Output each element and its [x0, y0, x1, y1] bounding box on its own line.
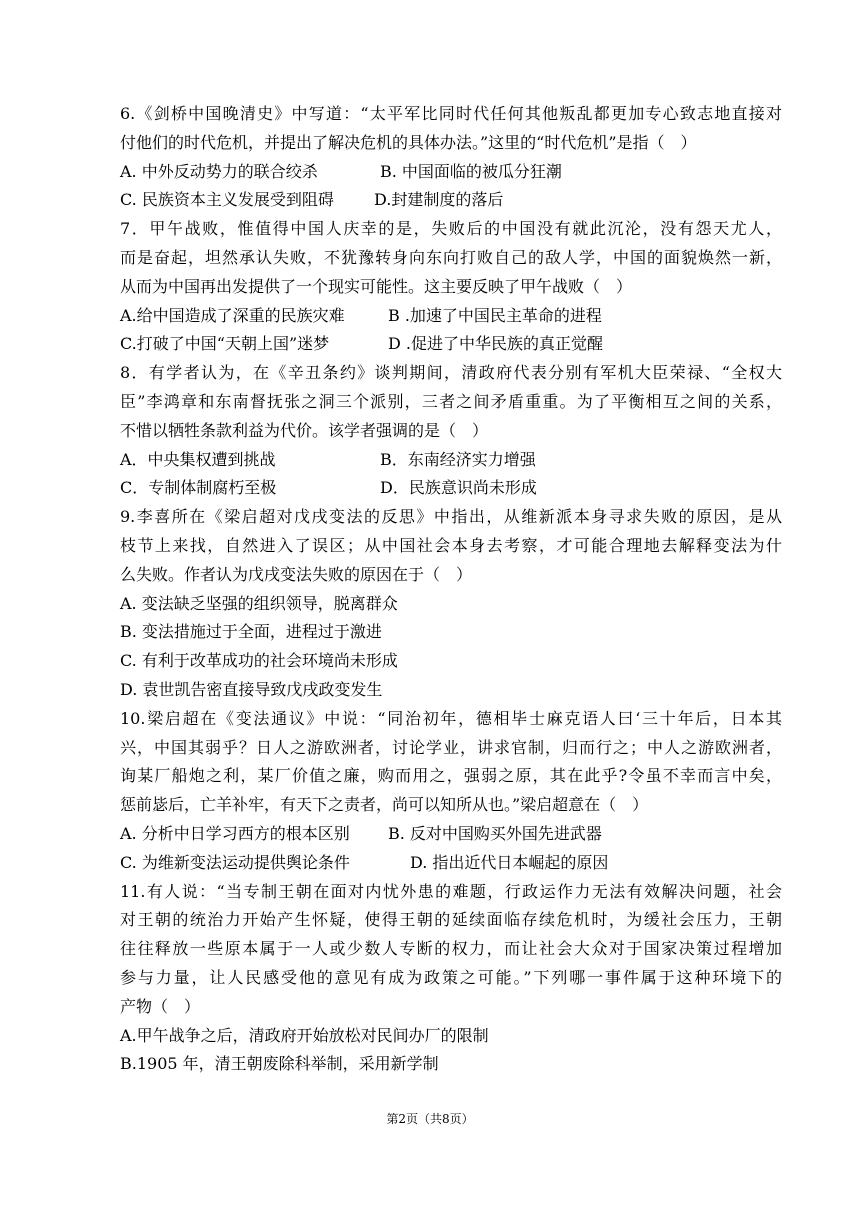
question-11	[120, 878, 782, 1080]
question-text-line: 兴，中国其弱乎？日人之游欧洲者，讨论学业，讲求官制，归而行之；中人之游欧洲者，	[120, 737, 782, 757]
option-d: D. 袁世凯告密直接导致戊戌政变发生	[120, 679, 383, 699]
question-6	[120, 100, 782, 215]
option-row	[120, 849, 782, 878]
option-c: C. 民族资本主义发展受到阻碍	[120, 190, 334, 210]
option-b: B .加速了中国民主革命的进程	[388, 305, 602, 325]
option-row	[120, 474, 782, 503]
question-text-line: 产物（ ）	[120, 996, 201, 1016]
question-text-line: 询某厂船炮之利，某厂价值之廉，购而用之，强弱之原，其在此乎?令虽不幸而言中矣，	[120, 766, 782, 786]
question-10	[120, 705, 782, 878]
option-b: B．东南经济实力增强	[380, 449, 536, 469]
question-text-line: 11.有人说：“当专制王朝在面对内忧外患的难题，行政运作力无法有效解决问题，社会	[120, 881, 782, 901]
option-row	[120, 330, 782, 359]
option-d: D．民族意识尚未形成	[380, 478, 537, 498]
option-b: B. 反对中国购买外国先进武器	[388, 823, 602, 843]
question-text-line: 9.李喜所在《梁启超对戊戌变法的反思》中指出，从维新派本身寻求失败的原因，是从	[120, 507, 782, 527]
option-c: C.打破了中国“天朝上国”迷梦	[120, 334, 330, 354]
question-text-line: 8．有学者认为，在《辛丑条约》谈判期间，清政府代表分别有军机大臣荣禄、“全权大	[120, 363, 782, 383]
option-a: A.给中国造成了深重的民族灾难	[120, 305, 345, 325]
question-7	[120, 215, 782, 359]
option-c: C. 为维新变法运动提供舆论条件	[120, 852, 350, 872]
option-c: C．专制体制腐朽至极	[120, 478, 277, 498]
question-text-line: 枝节上来找，自然进入了误区；从中国社会本身去考察，才可能合理地去解释变法为什	[120, 535, 782, 555]
question-text-line: 对王朝的统治力开始产生怀疑，使得王朝的延续面临存续危机时，为缓社会压力，王朝	[120, 910, 782, 930]
question-text-line: 参与力量，让人民感受他的意见有成为政策之可能。”下列哪一事件属于这种环境下的	[120, 967, 782, 987]
option-b: B.1905 年，清王朝废除科举制，采用新学制	[120, 1054, 439, 1074]
page-number: 第2页（共8页）	[386, 1112, 474, 1126]
question-text-line: 7．甲午战败，惟值得中国人庆幸的是，失败后的中国没有就此沉沦，没有怨天尤人，	[120, 219, 782, 239]
option-b: B. 变法措施过于全面，进程过于激进	[120, 622, 382, 642]
question-text-line: 10.梁启超在《变法通议》中说：“同治初年，德相毕士麻克语人曰‘三十年后，日本其	[120, 708, 782, 728]
option-c: C. 有利于改革成功的社会环境尚未形成	[120, 651, 398, 671]
option-row	[120, 302, 782, 331]
option-row	[120, 158, 782, 187]
question-text-line: 么失败。作者认为戊戌变法失败的原因在于（ ）	[120, 564, 473, 584]
question-text-line: 付他们的时代危机，并提出了解决危机的具体办法。”这里的“时代危机”是指（ ）	[120, 132, 697, 152]
option-a: A. 分析中日学习西方的根本区别	[120, 823, 350, 843]
option-a: A. 变法缺乏坚强的组织领导，脱离群众	[120, 593, 398, 613]
option-row	[120, 186, 782, 215]
question-8	[120, 359, 782, 503]
page-footer	[0, 1110, 860, 1127]
question-text-line: 而是奋起，坦然承认失败，不犹豫转身向东向打败自己的敌人学，中国的面貌焕然一新，	[120, 247, 782, 267]
question-text-line: 6.《剑桥中国晚清史》中写道：“太平军比同时代任何其他叛乱都更加专心致志地直接对	[120, 104, 782, 123]
question-text-line: 臣”李鸿章和东南督抚张之洞三个派别，三者之间矛盾重重。为了平衡相互之间的关系，	[120, 391, 782, 411]
option-d: D .促进了中华民族的真正觉醒	[388, 334, 604, 354]
option-a: A.甲午战争之后，清政府开始放松对民间办厂的限制	[120, 1025, 489, 1045]
option-d: D.封建制度的落后	[374, 190, 504, 210]
option-d: D. 指出近代日本崛起的原因	[410, 852, 609, 872]
exam-page-content	[120, 100, 782, 1079]
option-row	[120, 446, 782, 475]
option-a: A. 中外反动势力的联合绞杀	[120, 161, 318, 181]
question-9	[120, 503, 782, 705]
question-text-line: 不惜以牺牲条款利益为代价。该学者强调的是（ ）	[120, 420, 489, 440]
question-text-line: 惩前毖后，亡羊补牢，有天下之责者，尚可以知所从也。”梁启超意在（ ）	[120, 795, 649, 815]
option-row	[120, 820, 782, 849]
question-text-line: 往往释放一些原本属于一人或少数人专断的权力，而让社会大众对于国家决策过程增加	[120, 939, 782, 959]
question-text-line: 从而为中国再出发提供了一个现实可能性。这主要反映了甲午战败（ ）	[120, 276, 633, 296]
option-a: A．中央集权遭到挑战	[120, 449, 276, 469]
option-b: B. 中国面临的被瓜分狂潮	[380, 161, 562, 181]
